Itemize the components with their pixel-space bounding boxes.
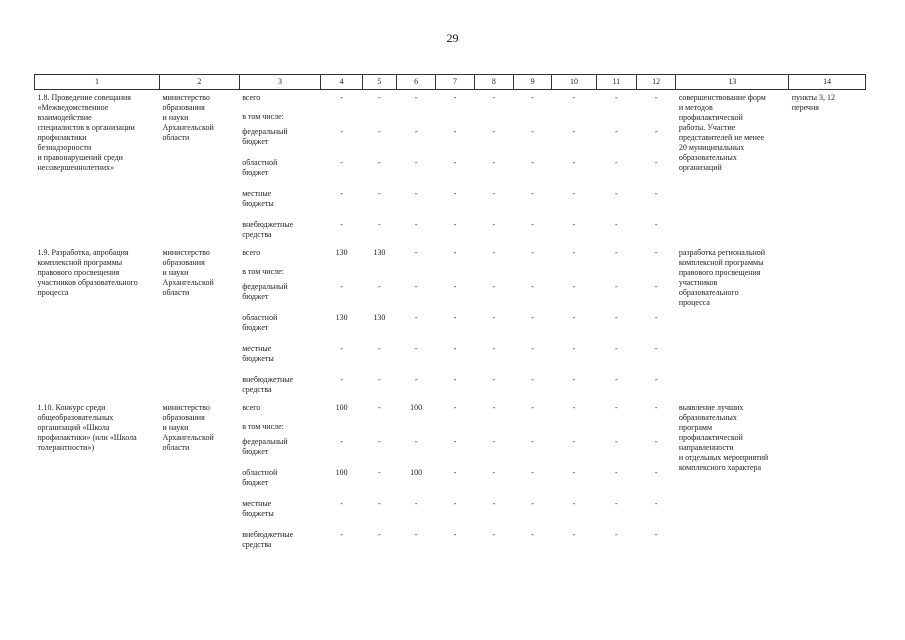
amount-cell: - bbox=[378, 127, 381, 136]
amount-cell: 130 bbox=[373, 313, 386, 322]
amount-cell: - bbox=[378, 403, 381, 412]
amount-cell: - bbox=[492, 499, 496, 508]
amount-cell: - bbox=[492, 93, 496, 102]
amount-cell: - bbox=[572, 499, 576, 508]
amount-cell: - bbox=[453, 248, 457, 257]
amount-cell: - bbox=[654, 403, 658, 412]
amount-cell: - bbox=[654, 93, 658, 102]
amount-cell bbox=[552, 267, 596, 282]
amount-cell: - bbox=[654, 220, 658, 229]
amount-cell: - bbox=[572, 93, 576, 102]
amount-cell: - bbox=[654, 375, 658, 384]
amount-cell: - bbox=[572, 220, 576, 229]
column-header: 2 bbox=[160, 75, 240, 90]
amount-cell: - bbox=[453, 530, 457, 539]
funding-source-label: в том числе: bbox=[242, 422, 284, 431]
column-header: 5 bbox=[362, 75, 396, 90]
amount-cell: - bbox=[654, 437, 658, 446]
amount-cell: - bbox=[492, 403, 496, 412]
amount-cell: - bbox=[572, 282, 576, 291]
amount-cell: 100 bbox=[410, 468, 423, 477]
amount-cell: - bbox=[531, 403, 534, 412]
amount-cell bbox=[636, 422, 675, 437]
funding-source-label: внебюджетные средства bbox=[242, 530, 294, 549]
amount-cell: - bbox=[453, 158, 457, 167]
funding-source-label: областной бюджет bbox=[242, 158, 278, 177]
amount-cell: - bbox=[340, 375, 343, 384]
amount-cell bbox=[321, 112, 362, 127]
amount-cell: - bbox=[654, 158, 658, 167]
executor-cell: министерство образования и науки Архангельской области bbox=[162, 248, 214, 297]
amount-cell: - bbox=[414, 375, 418, 384]
funding-source-label: в том числе: bbox=[242, 112, 284, 121]
amount-cell: - bbox=[572, 344, 576, 353]
amount-cell: - bbox=[614, 158, 618, 167]
amount-cell: - bbox=[378, 158, 381, 167]
amount-cell bbox=[321, 422, 362, 437]
expected-result-cell: совершенствование форм и методов профилактической работы. Участие представителей не менее 20 муниципальных образовательных организаций bbox=[678, 93, 766, 172]
column-header: 10 bbox=[552, 75, 596, 90]
amount-cell bbox=[513, 112, 551, 127]
amount-cell bbox=[513, 422, 551, 437]
amount-cell: - bbox=[414, 158, 418, 167]
amount-cell: - bbox=[531, 127, 534, 136]
amount-cell: - bbox=[340, 530, 343, 539]
amount-cell: - bbox=[453, 403, 457, 412]
amount-cell: 130 bbox=[335, 248, 348, 257]
amount-cell: - bbox=[492, 530, 496, 539]
funding-source-label: внебюджетные средства bbox=[242, 220, 294, 239]
amount-cell: - bbox=[492, 375, 496, 384]
amount-cell: - bbox=[378, 220, 381, 229]
amount-cell: - bbox=[492, 220, 496, 229]
amount-cell bbox=[362, 112, 396, 127]
amount-cell: - bbox=[340, 220, 343, 229]
column-header: 1 bbox=[35, 75, 160, 90]
amount-cell: - bbox=[572, 530, 576, 539]
table-row bbox=[35, 245, 866, 267]
amount-cell bbox=[636, 112, 675, 127]
amount-cell bbox=[596, 112, 636, 127]
amount-cell: - bbox=[340, 437, 343, 446]
amount-cell: - bbox=[378, 468, 381, 477]
column-number-row bbox=[35, 75, 866, 90]
funding-source-label: всего bbox=[242, 403, 261, 412]
table-row bbox=[35, 400, 866, 422]
amount-cell: - bbox=[340, 189, 343, 198]
amount-cell: - bbox=[572, 313, 576, 322]
amount-cell: - bbox=[378, 282, 381, 291]
amount-cell: - bbox=[572, 468, 576, 477]
amount-cell: - bbox=[414, 344, 418, 353]
amount-cell bbox=[397, 112, 436, 127]
page-number: 29 bbox=[446, 31, 459, 45]
amount-cell: - bbox=[492, 158, 496, 167]
amount-cell: - bbox=[654, 189, 658, 198]
funding-source-label: местные бюджеты bbox=[242, 499, 274, 518]
amount-cell bbox=[436, 267, 474, 282]
event-cell: 1.10. Конкурс среди общеобразовательных организаций «Школа профилактики» (или «Школа толерантности») bbox=[37, 403, 137, 452]
funding-source-label: местные бюджеты bbox=[242, 189, 274, 208]
amount-cell: - bbox=[531, 499, 534, 508]
amount-cell: - bbox=[414, 437, 418, 446]
amount-cell: - bbox=[340, 158, 343, 167]
column-header: 9 bbox=[513, 75, 551, 90]
amount-cell: - bbox=[492, 248, 496, 257]
amount-cell: - bbox=[572, 403, 576, 412]
amount-cell: - bbox=[572, 248, 576, 257]
column-header: 14 bbox=[789, 75, 866, 90]
amount-cell: - bbox=[614, 530, 618, 539]
reference-cell bbox=[789, 400, 866, 555]
amount-cell: - bbox=[654, 127, 658, 136]
funding-source-label: местные бюджеты bbox=[242, 344, 274, 363]
amount-cell bbox=[321, 267, 362, 282]
funding-source-label: всего bbox=[242, 93, 261, 102]
amount-cell: - bbox=[414, 282, 418, 291]
amount-cell: - bbox=[531, 375, 534, 384]
amount-cell: - bbox=[414, 220, 418, 229]
amount-cell: - bbox=[654, 530, 658, 539]
amount-cell: - bbox=[453, 220, 457, 229]
amount-cell bbox=[596, 422, 636, 437]
amount-cell: - bbox=[453, 313, 457, 322]
amount-cell: - bbox=[492, 127, 496, 136]
amount-cell: - bbox=[531, 437, 534, 446]
amount-cell bbox=[436, 422, 474, 437]
amount-cell: - bbox=[453, 499, 457, 508]
amount-cell: - bbox=[453, 437, 457, 446]
amount-cell: - bbox=[453, 189, 457, 198]
amount-cell: 100 bbox=[410, 403, 423, 412]
amount-cell: - bbox=[572, 189, 576, 198]
amount-cell bbox=[552, 422, 596, 437]
amount-cell bbox=[397, 267, 436, 282]
funding-source-label: федеральный бюджет bbox=[242, 437, 288, 456]
amount-cell: - bbox=[654, 282, 658, 291]
column-header: 3 bbox=[239, 75, 321, 90]
amount-cell: - bbox=[340, 499, 343, 508]
amount-cell: - bbox=[654, 499, 658, 508]
amount-cell: - bbox=[378, 530, 381, 539]
amount-cell: - bbox=[654, 468, 658, 477]
amount-cell: - bbox=[414, 127, 418, 136]
amount-cell: - bbox=[378, 344, 381, 353]
amount-cell: - bbox=[614, 248, 618, 257]
amount-cell: - bbox=[492, 344, 496, 353]
amount-cell: - bbox=[492, 437, 496, 446]
amount-cell: - bbox=[414, 313, 418, 322]
amount-cell: - bbox=[378, 499, 381, 508]
expected-result-cell: выявление лучших образовательных программ профилактической направленности и отдельных мероприятий комплексного характера bbox=[678, 403, 769, 472]
amount-cell: - bbox=[492, 189, 496, 198]
amount-cell: - bbox=[453, 344, 457, 353]
funding-source-label: в том числе: bbox=[242, 267, 284, 276]
column-header: 13 bbox=[676, 75, 789, 90]
column-header: 8 bbox=[474, 75, 513, 90]
amount-cell: 130 bbox=[335, 313, 348, 322]
amount-cell: - bbox=[492, 282, 496, 291]
amount-cell bbox=[362, 267, 396, 282]
amount-cell: - bbox=[654, 344, 658, 353]
amount-cell: - bbox=[614, 403, 618, 412]
amount-cell: - bbox=[492, 468, 496, 477]
amount-cell: - bbox=[531, 220, 534, 229]
amount-cell: - bbox=[453, 375, 457, 384]
amount-cell: - bbox=[654, 248, 658, 257]
program-table bbox=[34, 74, 866, 555]
column-header: 6 bbox=[397, 75, 436, 90]
amount-cell: - bbox=[572, 375, 576, 384]
expected-result-cell: разработка региональной комплексной программы правового просвещения участников образовательного процесса bbox=[678, 248, 766, 307]
amount-cell bbox=[362, 422, 396, 437]
amount-cell bbox=[436, 112, 474, 127]
amount-cell bbox=[474, 112, 513, 127]
reference-cell bbox=[789, 245, 866, 400]
event-cell: 1.9. Разработка, апробация комплексной программы правового просвещения участников образовательного процесса bbox=[37, 248, 138, 297]
amount-cell: - bbox=[531, 530, 534, 539]
column-header: 11 bbox=[596, 75, 636, 90]
amount-cell: - bbox=[340, 282, 343, 291]
amount-cell: - bbox=[572, 158, 576, 167]
amount-cell: - bbox=[414, 530, 418, 539]
amount-cell: - bbox=[614, 93, 618, 102]
amount-cell: - bbox=[531, 189, 534, 198]
amount-cell: - bbox=[414, 499, 418, 508]
amount-cell: - bbox=[614, 313, 618, 322]
column-header: 4 bbox=[321, 75, 362, 90]
amount-cell: - bbox=[340, 344, 343, 353]
amount-cell bbox=[552, 112, 596, 127]
amount-cell: - bbox=[531, 344, 534, 353]
amount-cell: - bbox=[614, 220, 618, 229]
amount-cell: - bbox=[378, 189, 381, 198]
amount-cell: - bbox=[614, 127, 618, 136]
funding-source-label: федеральный бюджет bbox=[242, 282, 288, 301]
column-header: 7 bbox=[436, 75, 474, 90]
funding-source-label: областной бюджет bbox=[242, 468, 278, 487]
amount-cell: - bbox=[614, 468, 618, 477]
amount-cell: - bbox=[378, 375, 381, 384]
amount-cell: 130 bbox=[373, 248, 386, 257]
amount-cell: - bbox=[614, 375, 618, 384]
amount-cell: - bbox=[531, 313, 534, 322]
amount-cell bbox=[397, 422, 436, 437]
funding-source-label: внебюджетные средства bbox=[242, 375, 294, 394]
amount-cell bbox=[474, 422, 513, 437]
amount-cell: - bbox=[340, 93, 343, 102]
funding-source-label: всего bbox=[242, 248, 261, 257]
column-header: 12 bbox=[636, 75, 675, 90]
amount-cell: - bbox=[378, 437, 381, 446]
amount-cell: - bbox=[614, 282, 618, 291]
amount-cell bbox=[474, 267, 513, 282]
amount-cell: - bbox=[614, 437, 618, 446]
amount-cell: - bbox=[572, 437, 576, 446]
amount-cell: - bbox=[453, 282, 457, 291]
amount-cell: - bbox=[453, 93, 457, 102]
reference-cell: пункты 3, 12 перечня bbox=[791, 93, 835, 112]
amount-cell: - bbox=[378, 93, 381, 102]
funding-source-label: федеральный бюджет bbox=[242, 127, 288, 146]
amount-cell bbox=[636, 267, 675, 282]
amount-cell: - bbox=[531, 468, 534, 477]
amount-cell: - bbox=[531, 93, 534, 102]
amount-cell: - bbox=[531, 158, 534, 167]
amount-cell: - bbox=[414, 189, 418, 198]
amount-cell: 100 bbox=[335, 403, 348, 412]
amount-cell: - bbox=[531, 248, 534, 257]
amount-cell: - bbox=[414, 248, 418, 257]
amount-cell: - bbox=[414, 93, 418, 102]
table-row bbox=[35, 90, 866, 113]
amount-cell bbox=[513, 267, 551, 282]
executor-cell: министерство образования и науки Архангельской области bbox=[162, 403, 214, 452]
amount-cell: - bbox=[453, 468, 457, 477]
amount-cell bbox=[596, 267, 636, 282]
amount-cell: - bbox=[614, 344, 618, 353]
amount-cell: - bbox=[453, 127, 457, 136]
amount-cell: - bbox=[614, 189, 618, 198]
amount-cell: - bbox=[531, 282, 534, 291]
funding-source-label: областной бюджет bbox=[242, 313, 278, 332]
amount-cell: - bbox=[492, 313, 496, 322]
amount-cell: 100 bbox=[335, 468, 348, 477]
amount-cell: - bbox=[614, 499, 618, 508]
amount-cell: - bbox=[572, 127, 576, 136]
amount-cell: - bbox=[654, 313, 658, 322]
amount-cell: - bbox=[340, 127, 343, 136]
executor-cell: министерство образования и науки Архангельской области bbox=[162, 93, 214, 142]
event-cell: 1.8. Проведение совещания «Межведомственное взаимодействие специалистов в организации профилактики безнадзорности и правонарушений среди несовершеннолетних» bbox=[37, 93, 135, 172]
